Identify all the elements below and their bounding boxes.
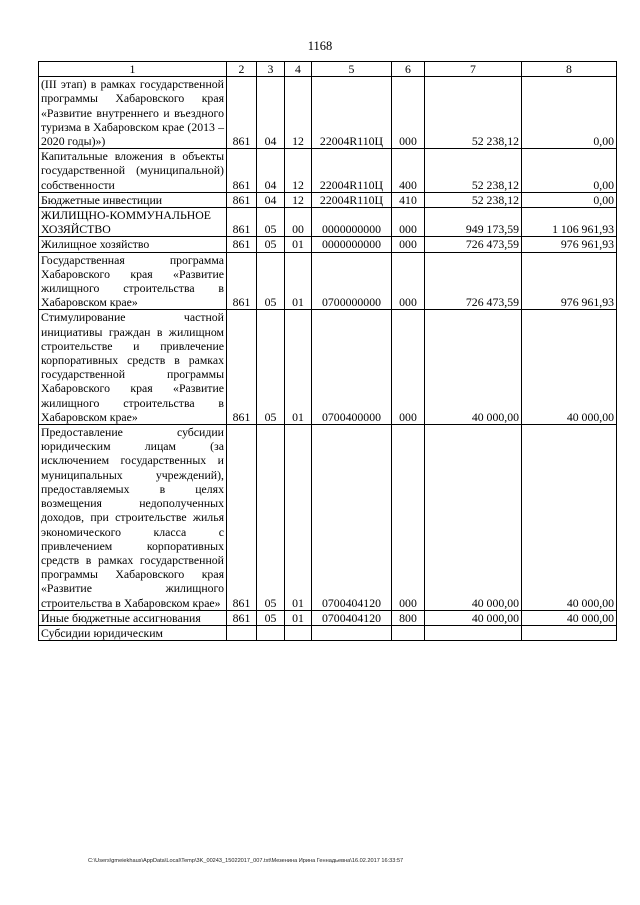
header-cell-1: 1 (39, 62, 227, 77)
row-name: ЖИЛИЩНО-КОММУНАЛЬНОЕ ХОЗЯЙСТВО (39, 208, 227, 237)
row-rz: 05 (257, 310, 285, 425)
footer-path: C:\Users\gmeiekhaus\AppData\Local\Temp\3K_00243_15022017_007.txt\Мезенина Ирина Геннадьевна\16.02.2017 16:33:57 (88, 858, 404, 864)
table-row (39, 625, 617, 640)
row-csr (312, 625, 392, 640)
row-amount-1: 52 238,12 (425, 192, 522, 207)
row-amount-2: 0,00 (522, 192, 617, 207)
table-row (39, 310, 617, 425)
row-csr: 0000000000 (312, 237, 392, 252)
row-vr: 000 (392, 425, 425, 611)
row-rz: 05 (257, 425, 285, 611)
table-row (39, 237, 617, 252)
row-pr: 01 (285, 610, 312, 625)
row-csr: 0700000000 (312, 252, 392, 310)
row-rz (257, 625, 285, 640)
row-amount-1: 40 000,00 (425, 310, 522, 425)
header-cell-5: 5 (312, 62, 392, 77)
budget-table (38, 61, 617, 641)
row-rz: 05 (257, 237, 285, 252)
header-cell-4: 4 (285, 62, 312, 77)
row-pr (285, 625, 312, 640)
row-amount-2: 976 961,93 (522, 237, 617, 252)
row-name: Бюджетные инвестиции (39, 192, 227, 207)
header-cell-7: 7 (425, 62, 522, 77)
row-pr: 01 (285, 425, 312, 611)
row-csr: 0000000000 (312, 208, 392, 237)
row-name: Стимулирование частной инициативы граждан в жилищном строительстве и привлечение корпоративных средств в рамках государственной программы Хабаровского края «Развитие жилищного строительства в Хабаровском крае» (39, 310, 227, 425)
row-vr: 800 (392, 610, 425, 625)
row-csr: 22004R110Ц (312, 149, 392, 193)
header-row (39, 62, 617, 77)
row-name: Субсидии юридическим (39, 625, 227, 640)
header-cell-2: 2 (227, 62, 257, 77)
page-number: 1168 (307, 39, 333, 53)
row-vr: 410 (392, 192, 425, 207)
row-gr: 861 (227, 610, 257, 625)
row-rz: 05 (257, 252, 285, 310)
row-amount-2 (522, 625, 617, 640)
row-amount-1: 949 173,59 (425, 208, 522, 237)
row-pr: 01 (285, 252, 312, 310)
row-amount-2: 40 000,00 (522, 310, 617, 425)
table-row (39, 149, 617, 193)
row-amount-2: 40 000,00 (522, 610, 617, 625)
row-vr: 000 (392, 77, 425, 149)
row-name: Капитальные вложения в объекты государственной (муниципальной) собственности (39, 149, 227, 193)
row-amount-2: 976 961,93 (522, 252, 617, 310)
row-amount-1: 52 238,12 (425, 149, 522, 193)
row-pr: 01 (285, 237, 312, 252)
row-csr: 0700404120 (312, 610, 392, 625)
row-csr: 0700404120 (312, 425, 392, 611)
table-row (39, 192, 617, 207)
row-pr: 12 (285, 149, 312, 193)
row-gr: 861 (227, 252, 257, 310)
row-rz: 04 (257, 192, 285, 207)
table-row (39, 252, 617, 310)
row-amount-2: 40 000,00 (522, 425, 617, 611)
row-amount-2: 0,00 (522, 149, 617, 193)
row-amount-1: 40 000,00 (425, 610, 522, 625)
row-rz: 04 (257, 149, 285, 193)
row-gr: 861 (227, 310, 257, 425)
row-pr: 00 (285, 208, 312, 237)
table-row (39, 77, 617, 149)
row-gr: 861 (227, 149, 257, 193)
row-gr: 861 (227, 425, 257, 611)
row-gr (227, 625, 257, 640)
row-name: Государственная программа Хабаровского края «Развитие жилищного строительства в Хабаровском крае» (39, 252, 227, 310)
row-amount-1: 726 473,59 (425, 237, 522, 252)
row-amount-1: 726 473,59 (425, 252, 522, 310)
row-amount-1: 40 000,00 (425, 425, 522, 611)
row-rz: 04 (257, 77, 285, 149)
row-pr: 01 (285, 310, 312, 425)
row-vr: 000 (392, 310, 425, 425)
row-amount-1 (425, 625, 522, 640)
table-row (39, 425, 617, 611)
row-amount-1: 52 238,12 (425, 77, 522, 149)
row-pr: 12 (285, 192, 312, 207)
row-gr: 861 (227, 237, 257, 252)
row-amount-2: 1 106 961,93 (522, 208, 617, 237)
row-name: (III этап) в рамках государственной программы Хабаровского края «Развитие внутреннего и въездного туризма в Хабаровском крае (2013 – 2020 годы)») (39, 77, 227, 149)
row-vr: 000 (392, 208, 425, 237)
row-csr: 0700400000 (312, 310, 392, 425)
row-vr: 000 (392, 237, 425, 252)
header-cell-3: 3 (257, 62, 285, 77)
row-csr: 22004R110Ц (312, 77, 392, 149)
row-name: Предоставление субсидии юридическим лицам (за исключением государственных и муниципальных учреждений), предоставляемых в целях возмещения недополученных доходов, при строительстве жилья экономического класса с привлечением корпоративных средств в рамках государственной программы Хабаровского края «Развитие жилищного строительства в Хабаровском крае» (39, 425, 227, 611)
table-row (39, 610, 617, 625)
row-gr: 861 (227, 208, 257, 237)
row-rz: 05 (257, 610, 285, 625)
header-cell-8: 8 (522, 62, 617, 77)
row-vr (392, 625, 425, 640)
header-cell-6: 6 (392, 62, 425, 77)
table-row (39, 208, 617, 237)
row-rz: 05 (257, 208, 285, 237)
row-gr: 861 (227, 192, 257, 207)
row-gr: 861 (227, 77, 257, 149)
row-amount-2: 0,00 (522, 77, 617, 149)
row-vr: 400 (392, 149, 425, 193)
row-name: Иные бюджетные ассигнования (39, 610, 227, 625)
row-csr: 22004R110Ц (312, 192, 392, 207)
row-pr: 12 (285, 77, 312, 149)
row-name: Жилищное хозяйство (39, 237, 227, 252)
row-vr: 000 (392, 252, 425, 310)
